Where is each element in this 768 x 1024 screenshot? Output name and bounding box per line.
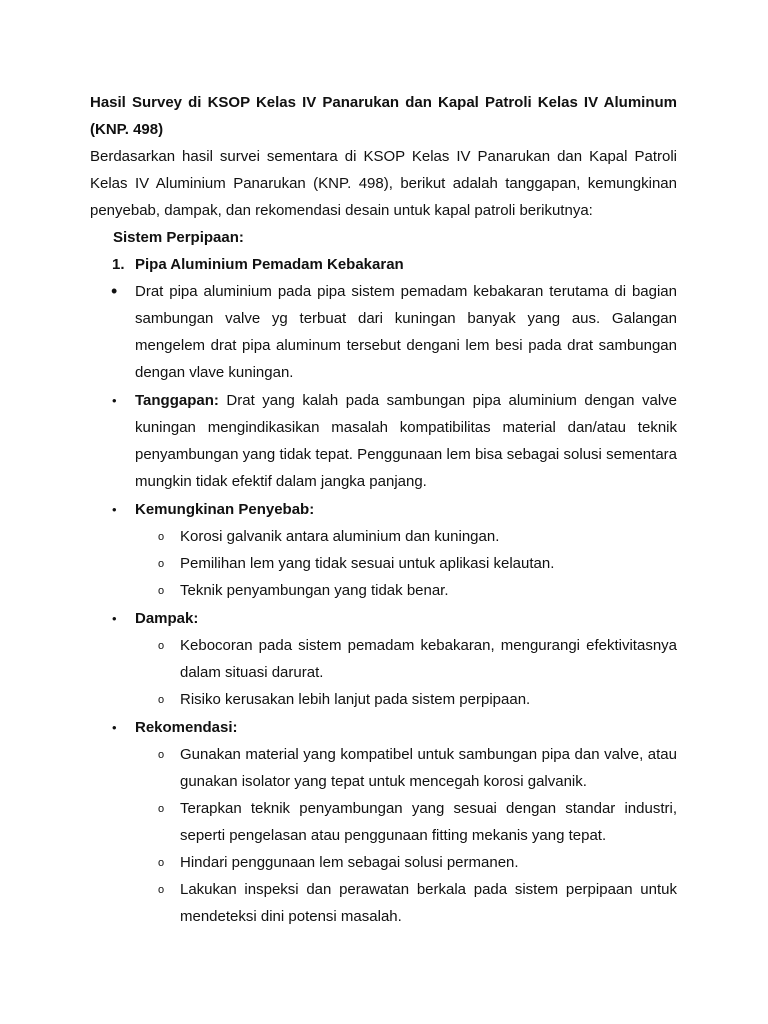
penyebab-item-text: Pemilihan lem yang tidak sesuai untuk aplikasi kelautan. [180, 555, 555, 572]
sub-bullet-icon: o [158, 694, 165, 706]
list-item [90, 577, 677, 604]
bullet-icon: • [112, 611, 117, 626]
penyebab-item-text: Korosi galvanik antara aluminium dan kuningan. [180, 528, 500, 545]
intro-paragraph: Berdasarkan hasil survei sementara di KSOP Kelas IV Panarukan dan Kapal Patroli Kelas IV Aluminium Panarukan (KNP. 498), berikut adalah tanggapan, kemungkinan penyebab, dampak, dan rekomendasi desain untuk kapal patroli berikutnya: [90, 148, 677, 219]
list-item [90, 686, 677, 713]
list-item [90, 523, 677, 550]
document-title: Hasil Survey di KSOP Kelas IV Panarukan dan Kapal Patroli Kelas IV Aluminum (KNP. 498) [90, 94, 677, 138]
sub-bullet-icon: o [158, 531, 165, 543]
sub-bullet-icon: o [158, 803, 165, 815]
list-item [90, 550, 677, 577]
sub-bullet-icon: o [158, 749, 165, 761]
item-number: 1. [112, 256, 125, 273]
sub-bullet-icon: o [158, 857, 165, 869]
sub-bullet-icon: o [158, 585, 165, 597]
rekomendasi-item-text: Terapkan teknik penyambungan yang sesuai dengan standar industri, seperti pengelasan atau penggunaan fitting mekanis yang tepat. [180, 800, 677, 844]
penyebab-label: Kemungkinan Penyebab: [135, 501, 315, 518]
list-item [90, 795, 677, 849]
rekomendasi-item-text: Hindari penggunaan lem sebagai solusi permanen. [180, 854, 519, 871]
observation-text: Drat pipa aluminium pada pipa sistem pemadam kebakaran terutama di bagian sambungan valve yg terbuat dari kuningan banyak yang aus. Galangan mengelem drat pipa aluminum tersebut dengani lem besi pada drat sambungan dengan vlave kuningan. [135, 283, 677, 381]
observation-item [90, 278, 677, 386]
bullet-icon: • [111, 281, 118, 301]
rekomendasi-label: Rekomendasi: [135, 719, 238, 736]
tanggapan-text: Drat yang kalah pada sambungan pipa aluminium dengan valve kuningan mengindikasikan masalah kompatibilitas material dan/atau teknik penyambungan yang tidak tepat. Penggunaan lem bisa sebagai solusi sementara mungkin tidak efektif dalam jangka panjang. [135, 392, 677, 490]
section-heading: Sistem Perpipaan: [113, 229, 244, 246]
penyebab-item [90, 496, 677, 523]
dampak-item [90, 605, 677, 632]
rekomendasi-item-text: Lakukan inspeksi dan perawatan berkala pada sistem perpipaan untuk mendeteksi dini potensi masalah. [180, 881, 677, 925]
rekomendasi-item [90, 714, 677, 741]
document-page [90, 89, 677, 930]
bullet-icon: • [112, 720, 117, 735]
sub-bullet-icon: o [158, 558, 165, 570]
penyebab-item-text: Teknik penyambungan yang tidak benar. [180, 582, 449, 599]
dampak-item-text: Kebocoran pada sistem pemadam kebakaran, mengurangi efektivitasnya dalam situasi darurat. [180, 637, 677, 681]
dampak-item-text: Risiko kerusakan lebih lanjut pada sistem perpipaan. [180, 691, 531, 708]
list-item [90, 741, 677, 795]
tanggapan-item [90, 387, 677, 495]
sub-bullet-icon: o [158, 640, 165, 652]
tanggapan-label: Tanggapan: [135, 392, 219, 409]
numbered-item-label: Pipa Aluminium Pemadam Kebakaran [135, 256, 404, 273]
list-item [90, 876, 677, 930]
list-item [90, 849, 677, 876]
list-item [90, 632, 677, 686]
bullet-icon: • [112, 502, 117, 517]
numbered-item [90, 251, 677, 278]
rekomendasi-item-text: Gunakan material yang kompatibel untuk sambungan pipa dan valve, atau gunakan isolator yang tepat untuk mencegah korosi galvanik. [180, 746, 677, 790]
sub-bullet-icon: o [158, 884, 165, 896]
bullet-icon: • [112, 393, 117, 408]
dampak-label: Dampak: [135, 610, 199, 627]
